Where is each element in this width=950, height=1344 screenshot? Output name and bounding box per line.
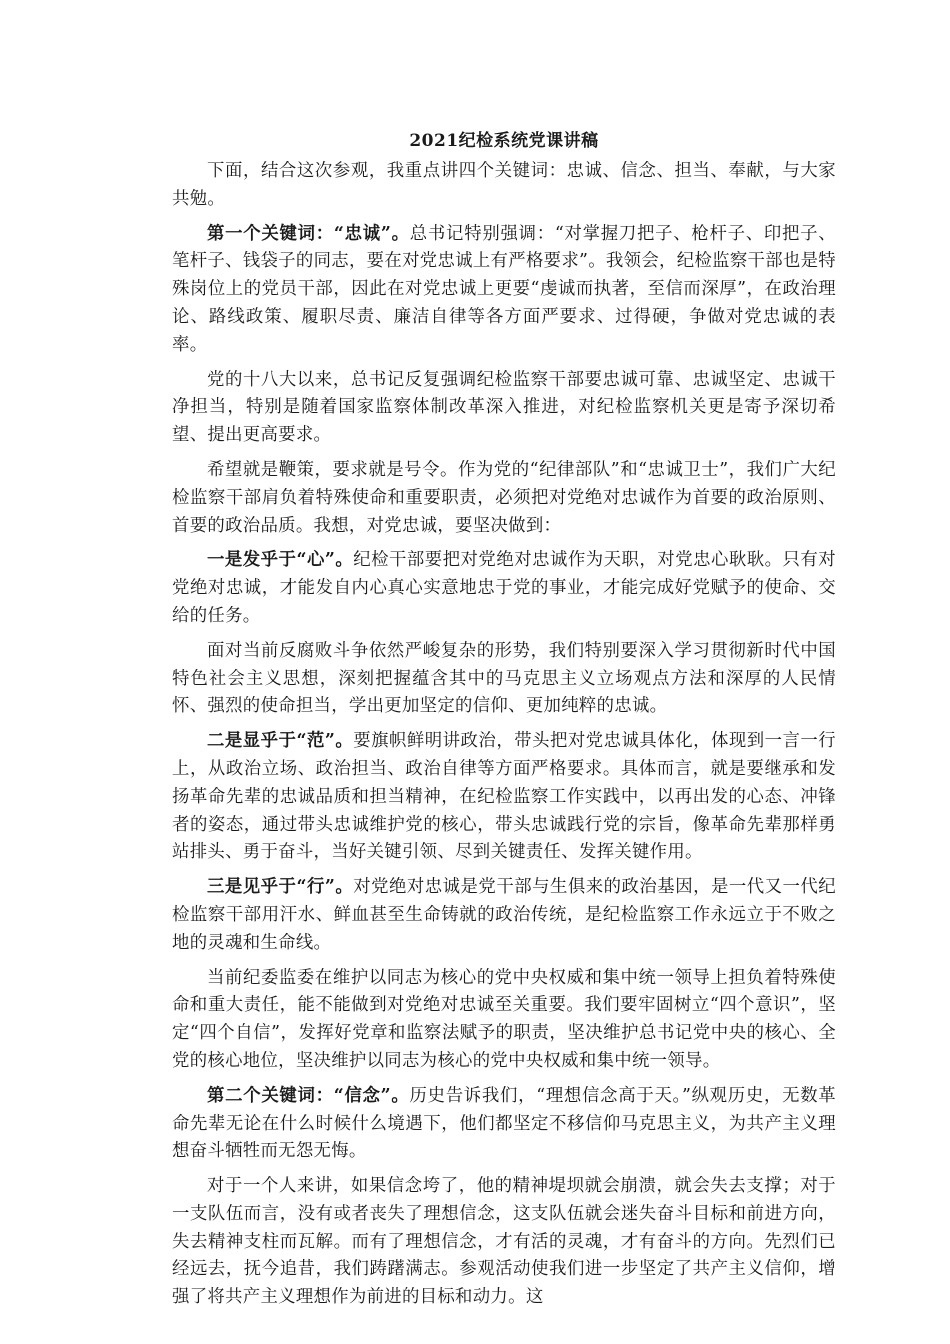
paragraph-text: 希望就是鞭策，要求就是号令。作为党的“纪律部队”和“忠诚卫士”，我们广大纪检监察干部肩负着特殊使命和重要职责，必须把对党绝对忠诚作为首要的政治原则、首要的政治品质。我想，对党忠诚，要坚决做到： bbox=[172, 459, 836, 536]
paragraph-text: 当前纪委监委在维护以同志为核心的党中央权威和集中统一领导上担负着特殊使命和重大责任，能不能做到对党绝对忠诚至关重要。我们要牢固树立“四个意识”，坚定“四个自信”，发挥好党章和监察法赋予的职责，坚决维护总书记党中央的核心、全党的核心地位，坚决维护以同志为核心的党中央权威和集中统一领导。 bbox=[172, 967, 836, 1071]
paragraph-lead: 一是发乎于“心”。 bbox=[207, 550, 354, 571]
paragraph-point-heart bbox=[172, 547, 836, 630]
paragraph-anti-corruption bbox=[172, 638, 836, 721]
paragraph-belief-collapse bbox=[172, 1173, 836, 1312]
paragraph-eighteenth-congress bbox=[172, 367, 836, 450]
paragraph-expectation bbox=[172, 457, 836, 540]
paragraph-text: 总书记特别强调：“对掌握刀把子、枪杆子、印把子、笔杆子、钱袋子的同志，要在对党忠诚上有严格要求”。我领会，纪检监察干部也是特殊岗位上的党员干部，因此在对党忠诚上更要“虔诚而执著，至信而深厚”，在政治理论、路线政策、履职尽责、廉洁自律等各方面严要求、过得硬，争做对党忠诚的表率。 bbox=[172, 223, 836, 355]
paragraph-intro bbox=[172, 158, 836, 214]
paragraph-keyword-loyalty bbox=[172, 221, 836, 360]
document-title: 2021纪检系统党课讲稿 bbox=[409, 131, 599, 151]
paragraph-lead: 第一个关键词：“忠诚”。 bbox=[207, 223, 410, 244]
paragraph-lead: 第二个关键词：“信念”。 bbox=[207, 1085, 410, 1106]
paragraph-current-mission bbox=[172, 965, 836, 1076]
paragraph-point-example bbox=[172, 728, 836, 867]
paragraph-lead: 三是见乎于“行”。 bbox=[207, 877, 354, 898]
paragraph-text: 面对当前反腐败斗争依然严峻复杂的形势，我们特别要深入学习贯彻新时代中国特色社会主义思想，深刻把握蕴含其中的马克思主义立场观点方法和深厚的人民情怀、强烈的使命担当，学出更加坚定的信仰、更加纯粹的忠诚。 bbox=[172, 640, 836, 717]
paragraph-text: 下面，结合这次参观，我重点讲四个关键词：忠诚、信念、担当、奉献，与大家共勉。 bbox=[172, 161, 836, 209]
paragraph-text: 对于一个人来讲，如果信念垮了，他的精神堤坝就会崩溃，就会失去支撑；对于一支队伍而言，没有或者丧失了理想信念，这支队伍就会迷失奋斗目标和前进方向，失去精神支柱而瓦解。而有了理想信念，才有活的灵魂，才有奋斗的方向。先烈们已经远去，抚今追昔，我们踌躇满志。参观活动使我们进一步坚定了共产主义信仰，增强了将共产主义理想作为前进的目标和动力。这 bbox=[172, 1176, 836, 1308]
paragraph-keyword-belief bbox=[172, 1083, 836, 1166]
paragraph-text: 历史告诉我们，“理想信念高于天。”纵观历史，无数革命先辈无论在什么时候什么境遇下，他们都坚定不移信仰马克思主义，为共产主义理想奋斗牺牲而无怨无悔。 bbox=[172, 1085, 836, 1162]
paragraph-text: 党的十八大以来，总书记反复强调纪检监察干部要忠诚可靠、忠诚坚定、忠诚干净担当，特别是随着国家监察体制改革深入推进，对纪检监察机关更是寄予深切希望、提出更高要求。 bbox=[172, 369, 836, 446]
paragraph-text: 要旗帜鲜明讲政治，带头把对党忠诚具体化，体现到一言一行上，从政治立场、政治担当、政治自律等方面严格要求。具体而言，就是要继承和发扬革命先辈的忠诚品质和担当精神，在纪检监察工作实践中，以再出发的心态、冲锋者的姿态，通过带头忠诚维护党的核心，带头忠诚践行党的宗旨，像革命先辈那样勇站排头、勇于奋斗，当好关键引领、尽到关键责任、发挥关键作用。 bbox=[172, 731, 836, 863]
paragraph-point-action bbox=[172, 874, 836, 957]
paragraph-lead: 二是显乎于“范”。 bbox=[207, 731, 354, 752]
paragraph-text: 对党绝对忠诚是党干部与生俱来的政治基因，是一代又一代纪检监察干部用汗水、鲜血甚至生命铸就的政治传统，是纪检监察工作永远立于不败之地的灵魂和生命线。 bbox=[172, 877, 836, 953]
paragraph-text: 纪检干部要把对党绝对忠诚作为天职，对党忠心耿耿。只有对党绝对忠诚，才能发自内心真心实意地忠于党的事业，才能完成好党赋予的使命、交给的任务。 bbox=[172, 550, 836, 626]
document-page bbox=[172, 128, 836, 1319]
